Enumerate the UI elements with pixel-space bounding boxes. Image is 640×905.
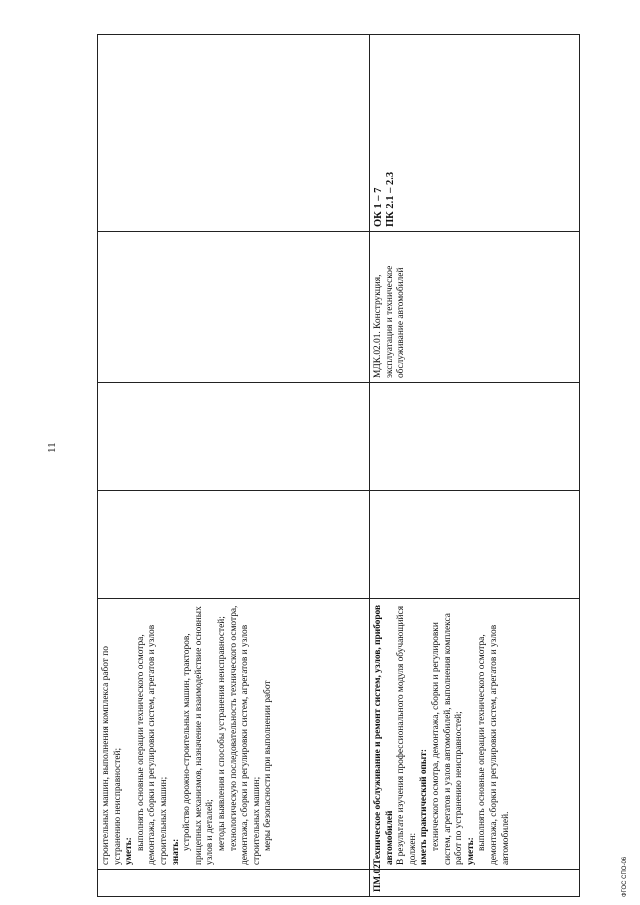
competencies-cell: [370, 35, 580, 232]
description-line: технического осмотра, демонтажа, сборки и регулировки систем, агрегатов и узлов автомобилей, выполнения комплекса работ по устранению неисправностей;: [430, 613, 465, 865]
page-number: 11: [46, 442, 58, 453]
module-description-cell: [370, 599, 580, 870]
description-lines: [373, 603, 512, 865]
description-line: уметь:: [124, 837, 135, 865]
description-line: технологическую последовательность технического осмотра, демонтажа, сборки и регулировки систем, агрегатов и узлов строительных машин;: [228, 605, 262, 865]
table-row: [370, 35, 580, 897]
description-line: иметь практический опыт:: [419, 749, 430, 865]
curriculum-table: [97, 34, 580, 897]
ok-competencies: ОК 1 – 7: [373, 187, 384, 227]
hours-total-cell: [98, 491, 370, 599]
description-lines: [101, 603, 275, 865]
hours-total-cell: [370, 491, 580, 599]
module-code-cell: [98, 870, 370, 897]
description-line: знать:: [170, 838, 181, 865]
description-line: устройство дорожно-строительных машин, тракторов, прицепных механизмов, назначение и взаимодействие основных узлов и деталей;: [182, 606, 216, 865]
table-row: [98, 35, 370, 897]
description-line: выполнять основные операции технического осмотра, демонтажа, сборки и регулировки систем, агрегатов и узлов автомобилей.: [477, 624, 511, 865]
competencies-cell: [98, 35, 370, 232]
footer-code: ФГОС СПО-06: [622, 856, 628, 897]
description-line: методы выявления и способы устранения неисправностей;: [216, 616, 227, 851]
description-line: уметь:: [465, 837, 476, 865]
description-line: строительных машин, выполнения комплекса работ по устранению неисправностей;: [101, 646, 123, 865]
pk-competencies: ПК 2.1 – 2.3: [385, 171, 396, 227]
description-line: Техническое обслуживание и ремонт систем, узлов, приборов автомобилей: [373, 604, 395, 865]
mdk-cell: МДК.02.01. Конструкция, эксплуатация и техническое обслуживание автомобилей: [370, 232, 580, 383]
description-line: меры безопасности при выполнении работ: [263, 680, 274, 851]
module-description-cell: [98, 599, 370, 870]
description-line: выполнять основные операции технического осмотра, демонтажа, сборки и регулировки систем, агрегатов и узлов строительных машин;: [135, 624, 169, 865]
module-code-cell: ПМ.02: [370, 870, 580, 897]
hours-mandatory-cell: [98, 383, 370, 491]
description-line: В результате изучения профессионального модуля обучающийся должен:: [396, 605, 418, 865]
hours-mandatory-cell: [370, 383, 580, 491]
mdk-cell: [98, 232, 370, 383]
